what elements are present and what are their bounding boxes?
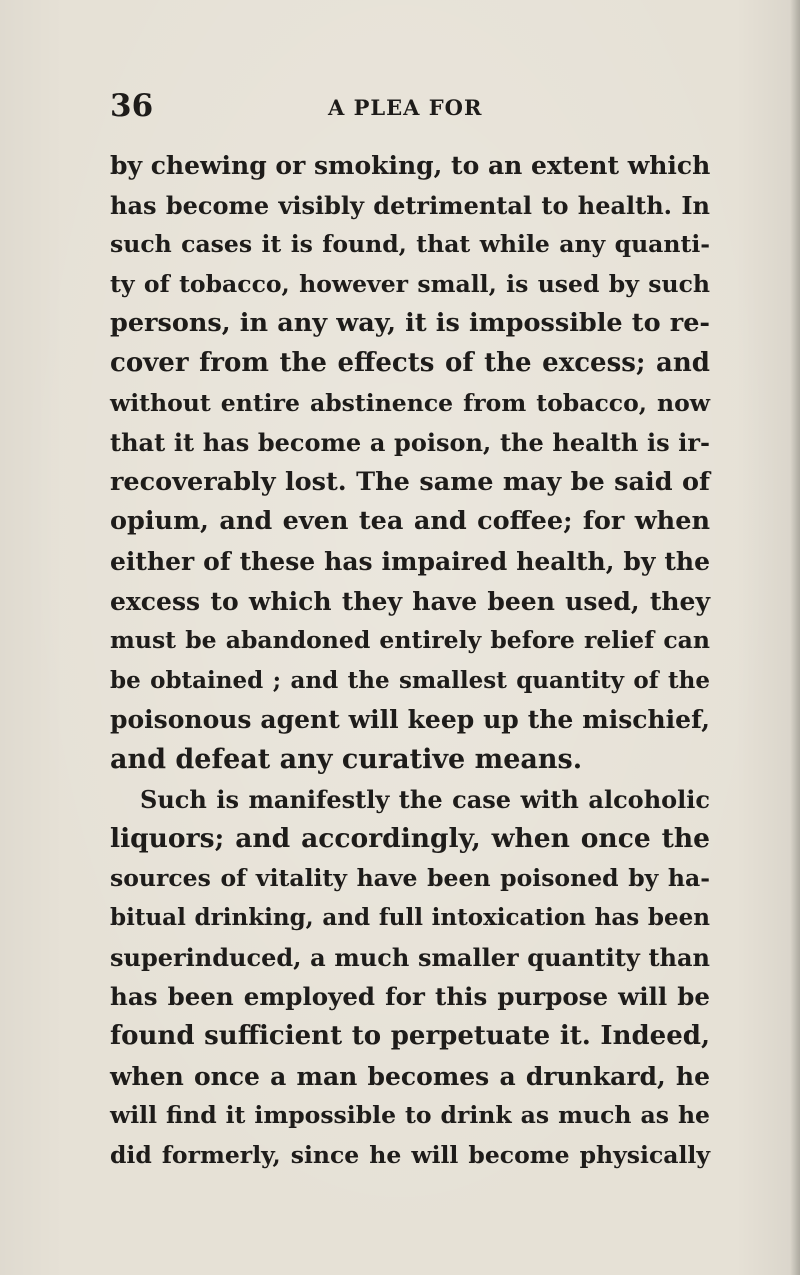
text-line: that it has become a poison, the health is ir-	[110, 428, 710, 458]
text-line: without entire abstinence from tobacco, now	[110, 388, 710, 417]
text-line-paragraph-start: Such is manifestly the case with alcoholic	[140, 784, 710, 814]
body-text	[110, 146, 710, 1175]
text-line: persons, in any way, it is impossible to re-	[110, 308, 710, 339]
text-line: sources of vitality have been poisoned by ha-	[110, 863, 710, 892]
text-line: has become visibly detrimental to health. In	[110, 190, 710, 220]
text-line: did formerly, since he will become physically	[110, 1140, 710, 1169]
text-line: has been employed for this purpose will be	[110, 982, 710, 1012]
running-title: A PLEA FOR	[328, 95, 483, 120]
text-line: superinduced, a much smaller quantity than	[110, 942, 710, 972]
text-line: liquors; and accordingly, when once the	[110, 823, 710, 855]
text-line-paragraph-end: and defeat any curative means.	[110, 743, 583, 775]
text-line: bitual drinking, and full intoxication has been	[110, 904, 710, 932]
text-line: ty of tobacco, however small, is used by such	[110, 269, 710, 298]
text-line: by chewing or smoking, to an extent which	[110, 151, 711, 180]
text-line: such cases it is found, that while any quanti-	[110, 230, 710, 259]
text-line: cover from the effects of the excess; and	[110, 347, 710, 378]
text-line: poisonous agent will keep up the mischief,	[110, 705, 710, 735]
page-edge-shadow	[790, 0, 800, 1275]
text-line: excess to which they have been used, they	[110, 586, 710, 616]
text-line: be obtained ; and the smallest quantity of the	[110, 666, 710, 694]
text-line: found sufficient to perpetuate it. Indeed,	[110, 1021, 710, 1052]
text-line: opium, and even tea and coffee; for when	[110, 506, 710, 537]
text-line: must be abandoned entirely before relief can	[110, 626, 710, 655]
text-line: recoverably lost. The same may be said of	[110, 466, 710, 497]
text-line: will find it impossible to drink as much as he	[110, 1101, 710, 1130]
text-line: when once a man becomes a drunkard, he	[110, 1061, 710, 1091]
text-line: either of these has impaired health, by the	[110, 546, 710, 576]
page-number: 36	[110, 88, 154, 124]
running-head	[110, 88, 710, 128]
